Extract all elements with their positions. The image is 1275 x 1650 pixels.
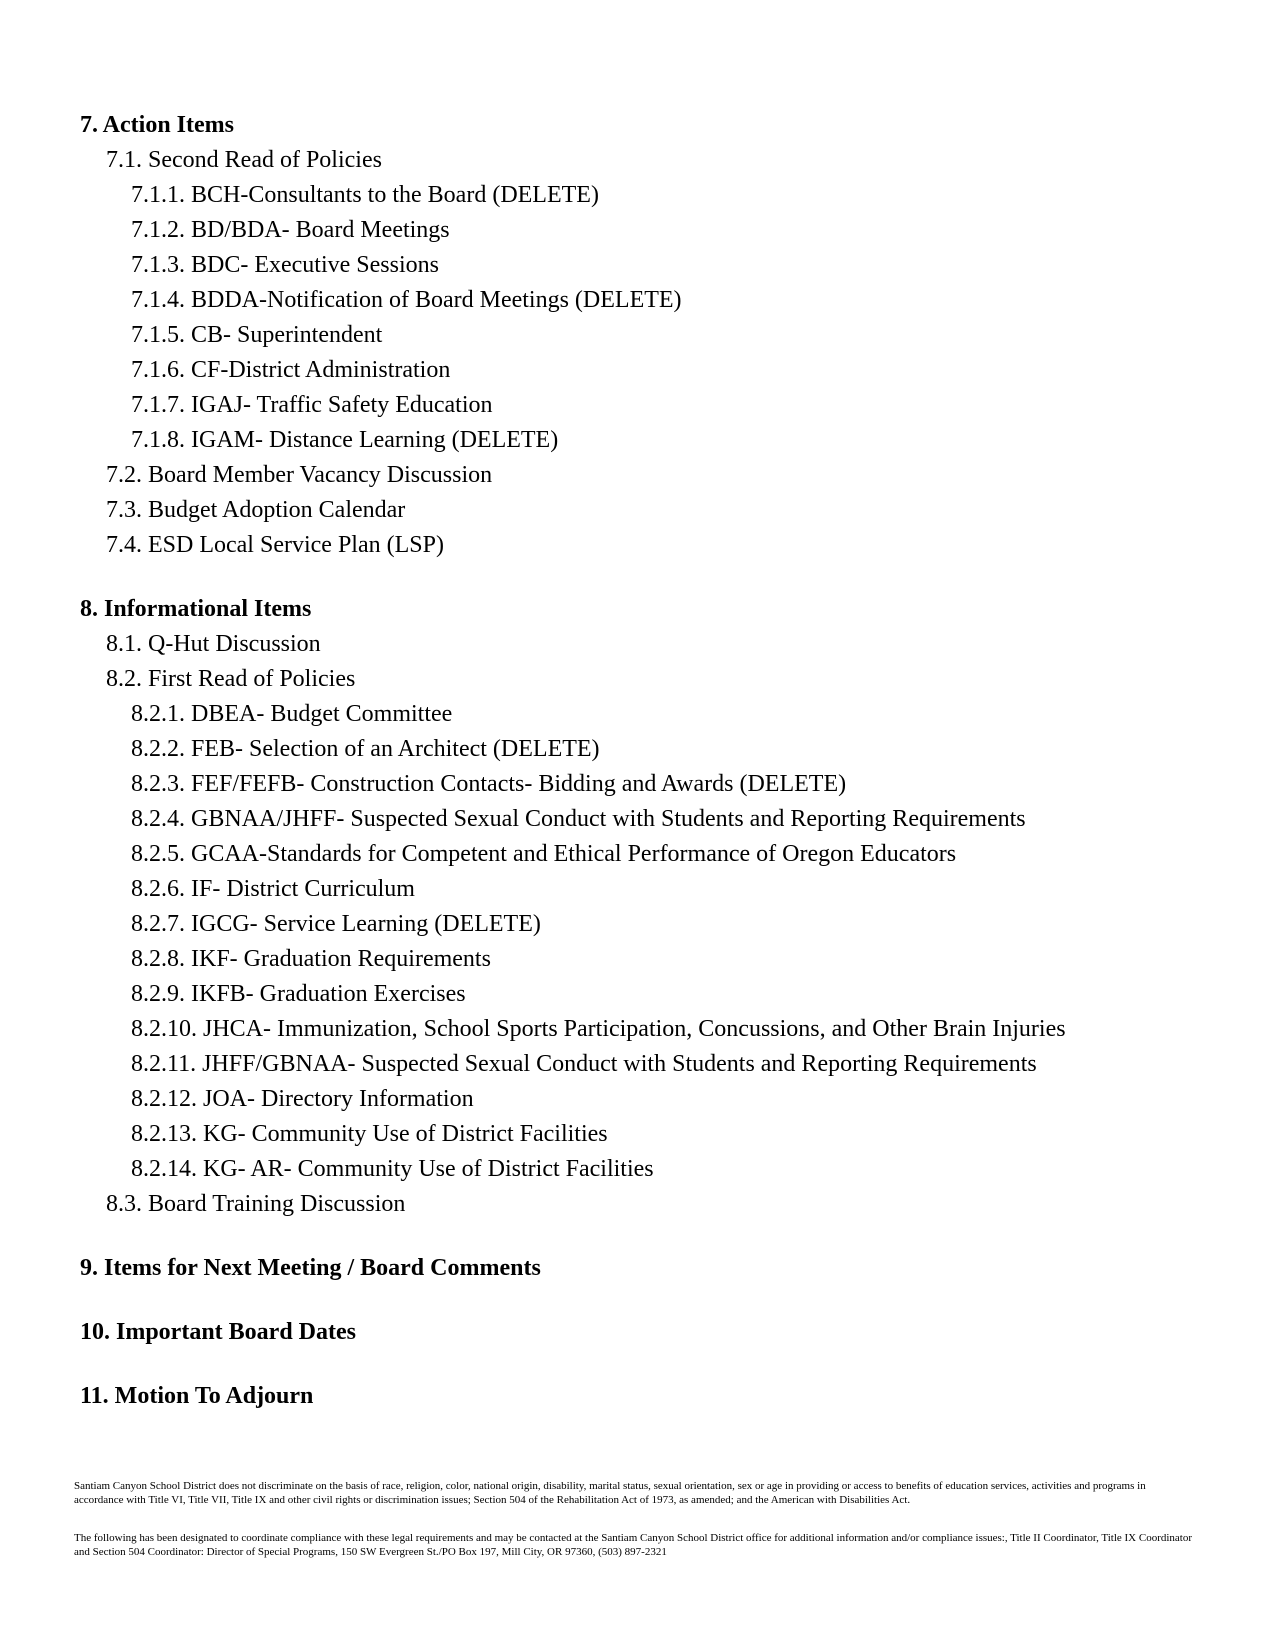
agenda-item: 7.1.6. CF-District Administration: [131, 357, 451, 383]
agenda-item: 8.2.9. IKFB- Graduation Exercises: [131, 981, 466, 1007]
agenda-item: 7.1.1. BCH-Consultants to the Board (DELETE): [131, 182, 599, 208]
agenda-item: 8.2. First Read of Policies: [106, 666, 356, 692]
agenda-item: 7.1.7. IGAJ- Traffic Safety Education: [131, 392, 493, 418]
section-7: [80, 108, 1230, 563]
agenda-item: 7.2. Board Member Vacancy Discussion: [106, 462, 493, 488]
agenda: [80, 108, 1230, 1414]
agenda-item: 7.1. Second Read of Policies: [106, 147, 382, 173]
agenda-item: 8.2.1. DBEA- Budget Committee: [131, 701, 453, 727]
agenda-item: 8.2.2. FEB- Selection of an Architect (DELETE): [131, 736, 600, 762]
section-gap: [80, 1350, 1230, 1379]
agenda-item: 8.3. Board Training Discussion: [106, 1191, 406, 1217]
section-11: [80, 1379, 1230, 1414]
agenda-item: 8.2.10. JHCA- Immunization, School Sports Participation, Concussions, and Other Brain Injuries: [131, 1016, 1066, 1042]
section-9: [80, 1251, 1230, 1286]
agenda-item: 7.1.5. CB- Superintendent: [131, 322, 383, 348]
agenda-item: 8.2.7. IGCG- Service Learning (DELETE): [131, 911, 541, 937]
section-gap: [80, 1222, 1230, 1251]
compliance-notice: The following has been designated to coordinate compliance with these legal requirements and may be contacted at the Santiam Canyon School District office for additional information and/or compliance issues:, Title II Coordinator, Title IX Coordinator and Section 504 Coordinator: Director of Special Programs, 150 SW Evergreen St./PO Box 197, Mill City, OR 97360, (503) 897-2321: [74, 1532, 1193, 1558]
section-gap: [80, 563, 1230, 592]
section-gap: [80, 1286, 1230, 1315]
nondiscrimination-notice: Santiam Canyon School District does not discriminate on the basis of race, religion, color, national origin, disability, marital status, sexual orientation, sex or age in providing or access to benefits of education services, activities and programs in accordance with Title VI, Title VII, Title IX and other civil rights or discrimination issues; Section 504 of the Rehabilitation Act of 1973, as amended; and the American with Disabilities Act.: [74, 1480, 1146, 1506]
section-8: [80, 592, 1230, 1222]
agenda-item: 8.2.6. IF- District Curriculum: [131, 876, 415, 902]
agenda-item: 8.2.5. GCAA-Standards for Competent and Ethical Performance of Oregon Educators: [131, 841, 957, 867]
section-10: [80, 1315, 1230, 1350]
agenda-item: 8.2.11. JHFF/GBNAA- Suspected Sexual Conduct with Students and Reporting Requirements: [131, 1051, 1037, 1077]
agenda-item: 8.2.8. IKF- Graduation Requirements: [131, 946, 491, 972]
section-heading: 7. Action Items: [80, 112, 234, 138]
section-heading: 11. Motion To Adjourn: [80, 1383, 314, 1409]
section-heading: 10. Important Board Dates: [80, 1319, 356, 1345]
agenda-item: 7.1.3. BDC- Executive Sessions: [131, 252, 439, 278]
agenda-item: 7.1.2. BD/BDA- Board Meetings: [131, 217, 450, 243]
agenda-item: 8.2.13. KG- Community Use of District Facilities: [131, 1121, 608, 1147]
agenda-item: 8.2.14. KG- AR- Community Use of District Facilities: [131, 1156, 654, 1182]
section-heading: 9. Items for Next Meeting / Board Comments: [80, 1255, 541, 1281]
agenda-item: 8.2.4. GBNAA/JHFF- Suspected Sexual Conduct with Students and Reporting Requirements: [131, 806, 1026, 832]
agenda-item: 8.2.3. FEF/FEFB- Construction Contacts- Bidding and Awards (DELETE): [131, 771, 847, 797]
agenda-item: 7.1.4. BDDA-Notification of Board Meetings (DELETE): [131, 287, 682, 313]
agenda-item: 8.2.12. JOA- Directory Information: [131, 1086, 474, 1112]
agenda-item: 7.1.8. IGAM- Distance Learning (DELETE): [131, 427, 559, 453]
section-heading: 8. Informational Items: [80, 596, 312, 622]
agenda-item: 7.4. ESD Local Service Plan (LSP): [106, 532, 444, 558]
agenda-item: 8.1. Q-Hut Discussion: [106, 631, 321, 657]
agenda-item: 7.3. Budget Adoption Calendar: [106, 497, 406, 523]
